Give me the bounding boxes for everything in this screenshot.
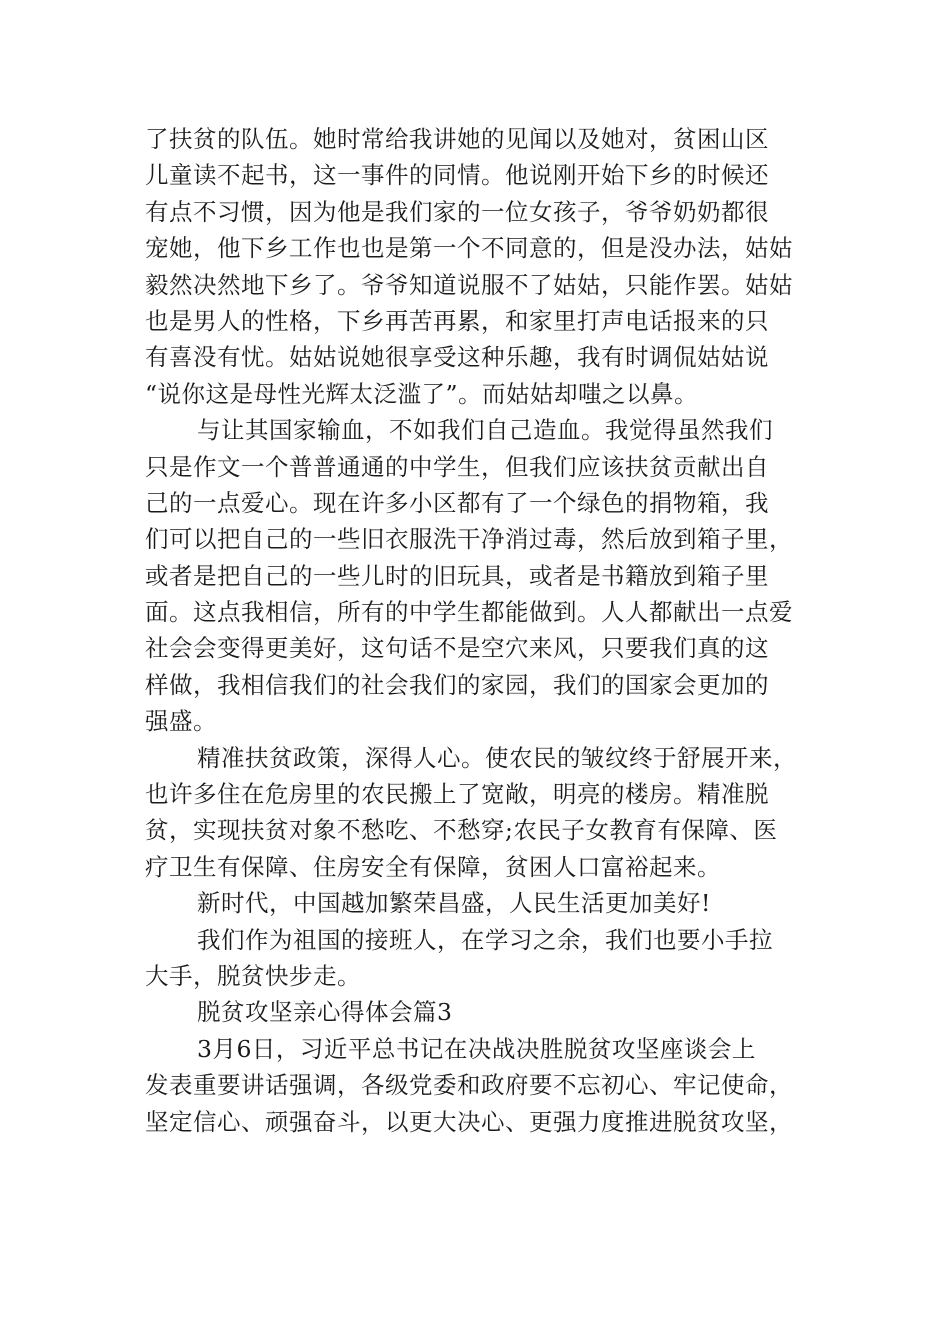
text-line: 有喜没有忧。姑姑说她很享受这种乐趣，我有时调侃姑姑说 [145,343,769,372]
text-line: 坚定信心、顽强奋斗，以更大决心、更强力度推进脱贫攻坚， [145,1107,793,1136]
text-line: 贫，实现扶贫对象不愁吃、不愁穿;农民子女教育有保障、医 [145,816,778,845]
text-line: 发表重要讲话强调，各级党委和政府要不忘初心、牢记使命， [145,1071,793,1100]
paragraph-start-line: 3月6日，习近平总书记在决战决胜脱贫攻坚座谈会上 [197,1034,756,1063]
paragraph-start-line: 我们作为祖国的接班人，在学习之余，我们也要小手拉 [197,925,773,954]
text-line: 儿童读不起书，这一事件的同情。他说刚开始下乡的时候还 [145,161,769,190]
paragraph-start-line: 精准扶贫政策，深得人心。使农民的皱纹终于舒展开来， [197,743,797,772]
text-line: 也是男人的性格，下乡再苦再累，和家里打声电话报来的只 [145,306,769,335]
section-heading: 脱贫攻坚亲心得体会篇3 [197,998,453,1027]
text-line: 宠她，他下乡工作也也是第一个不同意的，但是没办法，姑姑 [145,234,793,263]
paragraph-start-line: 新时代，中国越加繁荣昌盛，人民生活更加美好! [197,889,711,918]
text-line: 疗卫生有保障、住房安全有保障，贫困人口富裕起来。 [145,852,721,881]
text-line: 只是作文一个普普通通的中学生，但我们应该扶贫贡献出自 [145,452,769,481]
text-line: 己的一点爱心。现在许多小区都有了一个绿色的捐物箱，我 [145,488,769,517]
text-line: 有点不习惯，因为他是我们家的一位女孩子，爷爷奶奶都很 [145,197,769,226]
text-line: 们可以把自己的一些旧衣服洗干净消过毒，然后放到箱子里， [145,525,793,554]
text-line: 也许多住在危房里的农民搬上了宽敞，明亮的楼房。精准脱 [145,780,769,809]
text-line: 了扶贫的队伍。她时常给我讲她的见闻以及她对，贫困山区 [145,125,769,153]
text-line: 大手，脱贫快步走。 [145,961,361,990]
text-line: 面。这点我相信，所有的中学生都能做到。人人都献出一点爱 [145,598,793,627]
text-line: 毅然决然地下乡了。爷爷知道说服不了姑姑，只能作罢。姑姑 [145,270,793,299]
text-line: 样做，我相信我们的社会我们的家园，我们的国家会更加的 [145,670,769,699]
text-line: “说你这是母性光辉太泛滥了”。而姑姑却嗤之以鼻。 [145,379,699,408]
paragraph-start-line: 与让其国家输血，不如我们自己造血。我觉得虽然我们 [197,416,773,445]
text-line: 社会会变得更美好，这句话不是空穴来风，只要我们真的这 [145,634,769,663]
text-line: 强盛。 [145,707,217,736]
document-body [145,121,810,1140]
text-line: 或者是把自己的一些儿时的旧玩具，或者是书籍放到箱子里 [145,561,769,590]
